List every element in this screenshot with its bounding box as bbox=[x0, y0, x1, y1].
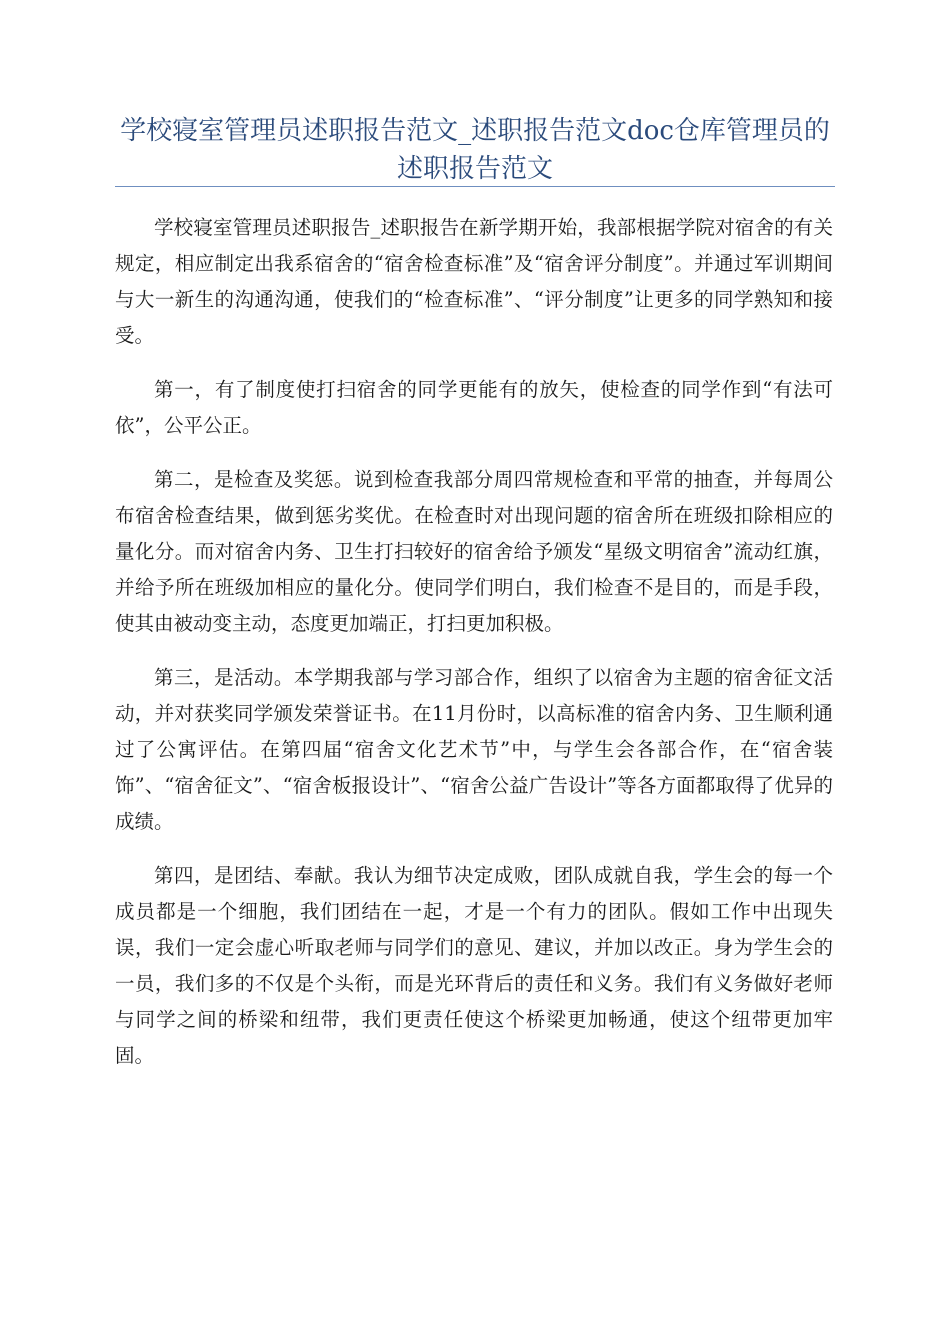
document-body bbox=[115, 210, 833, 1092]
title-underline bbox=[115, 186, 835, 187]
paragraph-intro: 学校寝室管理员述职报告_述职报告在新学期开始，我部根据学院对宿舍的有关规定，相应制定出我系宿舍的“宿舍检查标准”及“宿舍评分制度”。并通过军训期间与大一新生的沟通沟通，使我们的“检查标准”、“评分制度”让更多的同学熟知和接受。 bbox=[115, 216, 833, 347]
paragraph-second: 第二，是检查及奖惩。说到检查我部分周四常规检查和平常的抽查，并每周公布宿舍检查结果，做到惩劣奖优。在检查时对出现问题的宿舍所在班级扣除相应的量化分。而对宿舍内务、卫生打扫较好的宿舍给予颁发“星级文明宿舍”流动红旗，并给予所在班级加相应的量化分。使同学们明白，我们检查不是目的，而是手段，使其由被动变主动，态度更加端正，打扫更加积极。 bbox=[115, 468, 833, 635]
paragraph-third: 第三，是活动。本学期我部与学习部合作，组织了以宿舍为主题的宿舍征文活动，并对获奖同学颁发荣誉证书。在11月份时，以高标准的宿舍内务、卫生顺利通过了公寓评估。在第四届“宿舍文化艺术节”中，与学生会各部合作，在“宿舍装饰”、“宿舍征文”、“宿舍板报设计”、“宿舍公益广告设计”等各方面都取得了优异的成绩。 bbox=[115, 666, 833, 833]
paragraph-fourth: 第四，是团结、奉献。我认为细节决定成败，团队成就自我，学生会的每一个成员都是一个细胞，我们团结在一起，才是一个有力的团队。假如工作中出现失误，我们一定会虚心听取老师与同学们的意见、建议，并加以改正。身为学生会的一员，我们多的不仅是个头衔，而是光环背后的责任和义务。我们有义务做好老师与同学之间的桥梁和纽带，我们更责任使这个桥梁更加畅通，使这个纽带更加牢固。 bbox=[115, 864, 833, 1067]
title-block bbox=[115, 112, 835, 188]
paragraph-first: 第一，有了制度使打扫宿舍的同学更能有的放矢，使检查的同学作到“有法可依”，公平公正。 bbox=[115, 378, 833, 437]
document-title: 学校寝室管理员述职报告范文_述职报告范文doc仓库管理员的述职报告范文 bbox=[120, 116, 830, 184]
